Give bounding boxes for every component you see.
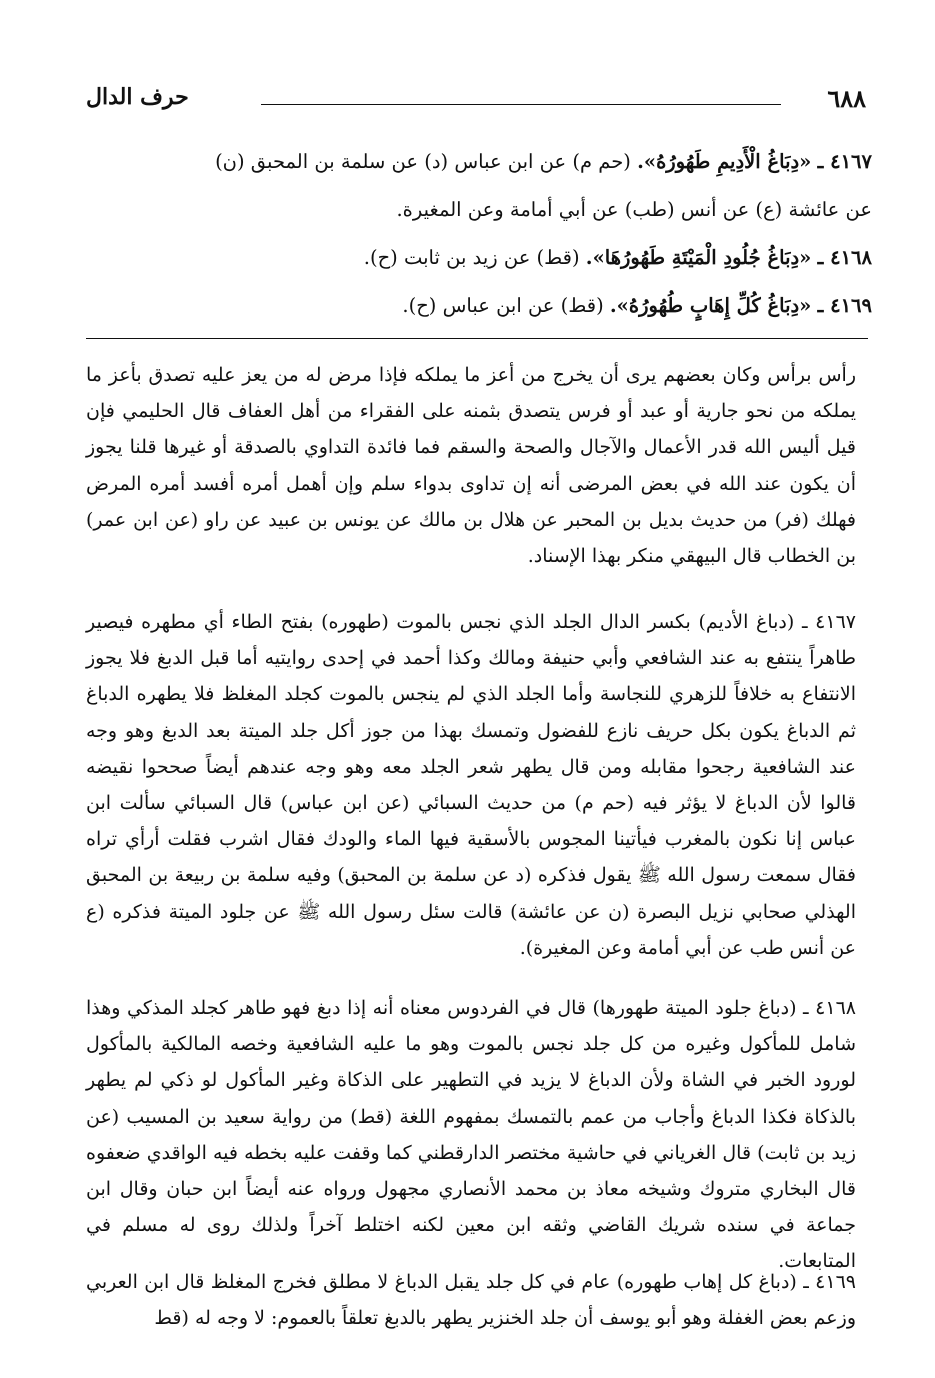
page-header	[86, 78, 866, 118]
hadith-text: «دِبَاغُ كُلِّ إِهَابٍ طُهُورُهُ».	[609, 294, 812, 317]
commentary-paragraph: ٤١٦٨ ـ (دباغ جلود الميتة طهورها) قال في الفردوس معناه أنه إذا دبغ فهو طاهر كجلد المذكي وهذا شامل للمأكول وغيره من كل جلد نجس بالموت وهو ما عليه الشافعية وخصه المالكية بالمأكول لورود الخبر في الشاة ولأن الدباغ لا يزيد في التطهير على الذكاة وغير المأكول لو ذكي لم يطهر بالذكاة فكذا الدباغ وأجاب من عمم بالتمسك بمفهوم اللغة (قط) من رواية سعيد بن المسيب (عن زيد بن ثابت) قال الغرياني في حاشية مختصر الدارقطني كما وقفت عليه بخطه فيه الواقدي ضعفوه قال البخاري متروك وشيخه معاذ بن محمد الأنصاري مجهول ورواه عنه أيضاً ابن حبان وقال ابن جماعة في سنده شريك القاضي وثقه ابن معين لكنه اختلط آخراً ولذلك روى له مسلم في المتابعات.	[86, 997, 856, 1273]
hadith-sources: (حم م) عن ابن عباس (د) عن سلمة بن المحبق (ن)	[215, 150, 631, 173]
hadith-text: «دِبَاغُ الْأَدِيمِ طَهُورُهُ».	[637, 150, 812, 173]
hadith-4167-sources-cont	[86, 198, 872, 221]
commentary-paragraph: رأس برأس وكان بعضهم يرى أن يخرج من أعز ما يملكه فإذا مرض له من يعز عليه تصدق بأعز ما يملكه من نحو جارية أو عبد أو فرس يتصدق بثمنه على الفقراء من أهل العفاف قال الحليمي فإن قيل أليس الله قدر الأعمال والآجال والصحة والسقم فما فائدة التداوي بالصدقة أو غيرها قلنا يجوز أن يكون عند الله في بعض المرضى أنه إن تداوى بدواء سلم وإن أهمل أمره أفسد أمره المرض فهلك (فر) من حديث بديل بن المحبر عن هلال بن مالك عن يونس بن عبيد عن راو (عن ابن عمر) بن الخطاب قال البيهقي منكر بهذا الإسناد.	[86, 364, 857, 568]
hadith-number: ٤١٦٧ ـ	[817, 150, 872, 173]
commentary-paragraph: ٤١٦٩ ـ (دباغ كل إهاب طهوره) عام في كل جلد يقبل الدباغ لا مطلق فخرج المغلظ قال ابن العربي وزعم بعض الغفلة وهو أبو يوسف أن جلد الخنزير يطهر بالدبغ تعلقاً بالعموم: لا وجه له (قط	[86, 1271, 856, 1330]
hadith-number: ٤١٦٨ ـ	[817, 246, 872, 269]
page-number: ٦٨٨	[827, 84, 866, 113]
hadith-sources: (قط) عن زيد بن ثابت (ح).	[363, 246, 580, 269]
hadith-4168	[86, 246, 872, 269]
commentary-4168	[86, 990, 856, 1280]
commentary-4167	[86, 604, 856, 966]
hadith-text: «دِبَاغُ جُلُودِ الْمَيْتَةِ طَهُورُهَا».	[585, 246, 812, 269]
hadith-sources-line2: عن عائشة (ع) عن أنس (طب) عن أبي أمامة وعن المغيرة.	[396, 198, 872, 221]
hadith-sources: (قط) عن ابن عباس (ح).	[402, 294, 604, 317]
commentary-continuation	[86, 357, 856, 574]
chapter-title: حرف الدال	[86, 84, 189, 110]
hadith-number: ٤١٦٩ ـ	[817, 294, 872, 317]
hadith-4167	[86, 150, 872, 173]
commentary-paragraph: ٤١٦٧ ـ (دباغ الأديم) بكسر الدال الجلد الذي نجس بالموت (طهوره) بفتح الطاء أي مطهره فيصير طاهراً ينتفع به عند الشافعي وأبي حنيفة ومالك وكذا أحمد في إحدى روايتيه أما قبل الدبغ فلا يجوز الانتفاع به خلافاً للزهري للنجاسة وأما الجلد الذي لم ينجس بالموت كجلد المغلظ فلا يطهره الدباغ ثم الدباغ يكون بكل حريف نازع للفضول وتمسك بهذا من جوز أكل جلد الميتة بعد الدبغ وهو وجه عند الشافعية رجحوا مقابله ومن قال يطهر شعر الجلد معه وهو وجه عندهم أيضاً صححوا نقيضه قالوا لأن الدباغ لا يؤثر فيه (حم م) من حديث السبائي (عن ابن عباس) قال السبائي سألت ابن عباس إنا نكون بالمغرب فيأتينا المجوس بالأسقية فيها الماء والودك فقال اشرب فقلت أرأي تراه فقال سمعت رسول الله ﷺ يقول فذكره (د عن سلمة بن المحبق) وفيه سلمة بن ربيعة بن المحبق الهذلي صحابي نزيل البصرة (ن عن عائشة) قالت سئل رسول الله ﷺ عن جلود الميتة فذكره (ع عن أنس طب عن أبي أمامة وعن المغيرة).	[86, 611, 856, 959]
hadith-4169	[86, 294, 872, 317]
commentary-4169	[86, 1264, 856, 1336]
section-divider	[86, 338, 868, 339]
header-rule	[261, 104, 781, 105]
